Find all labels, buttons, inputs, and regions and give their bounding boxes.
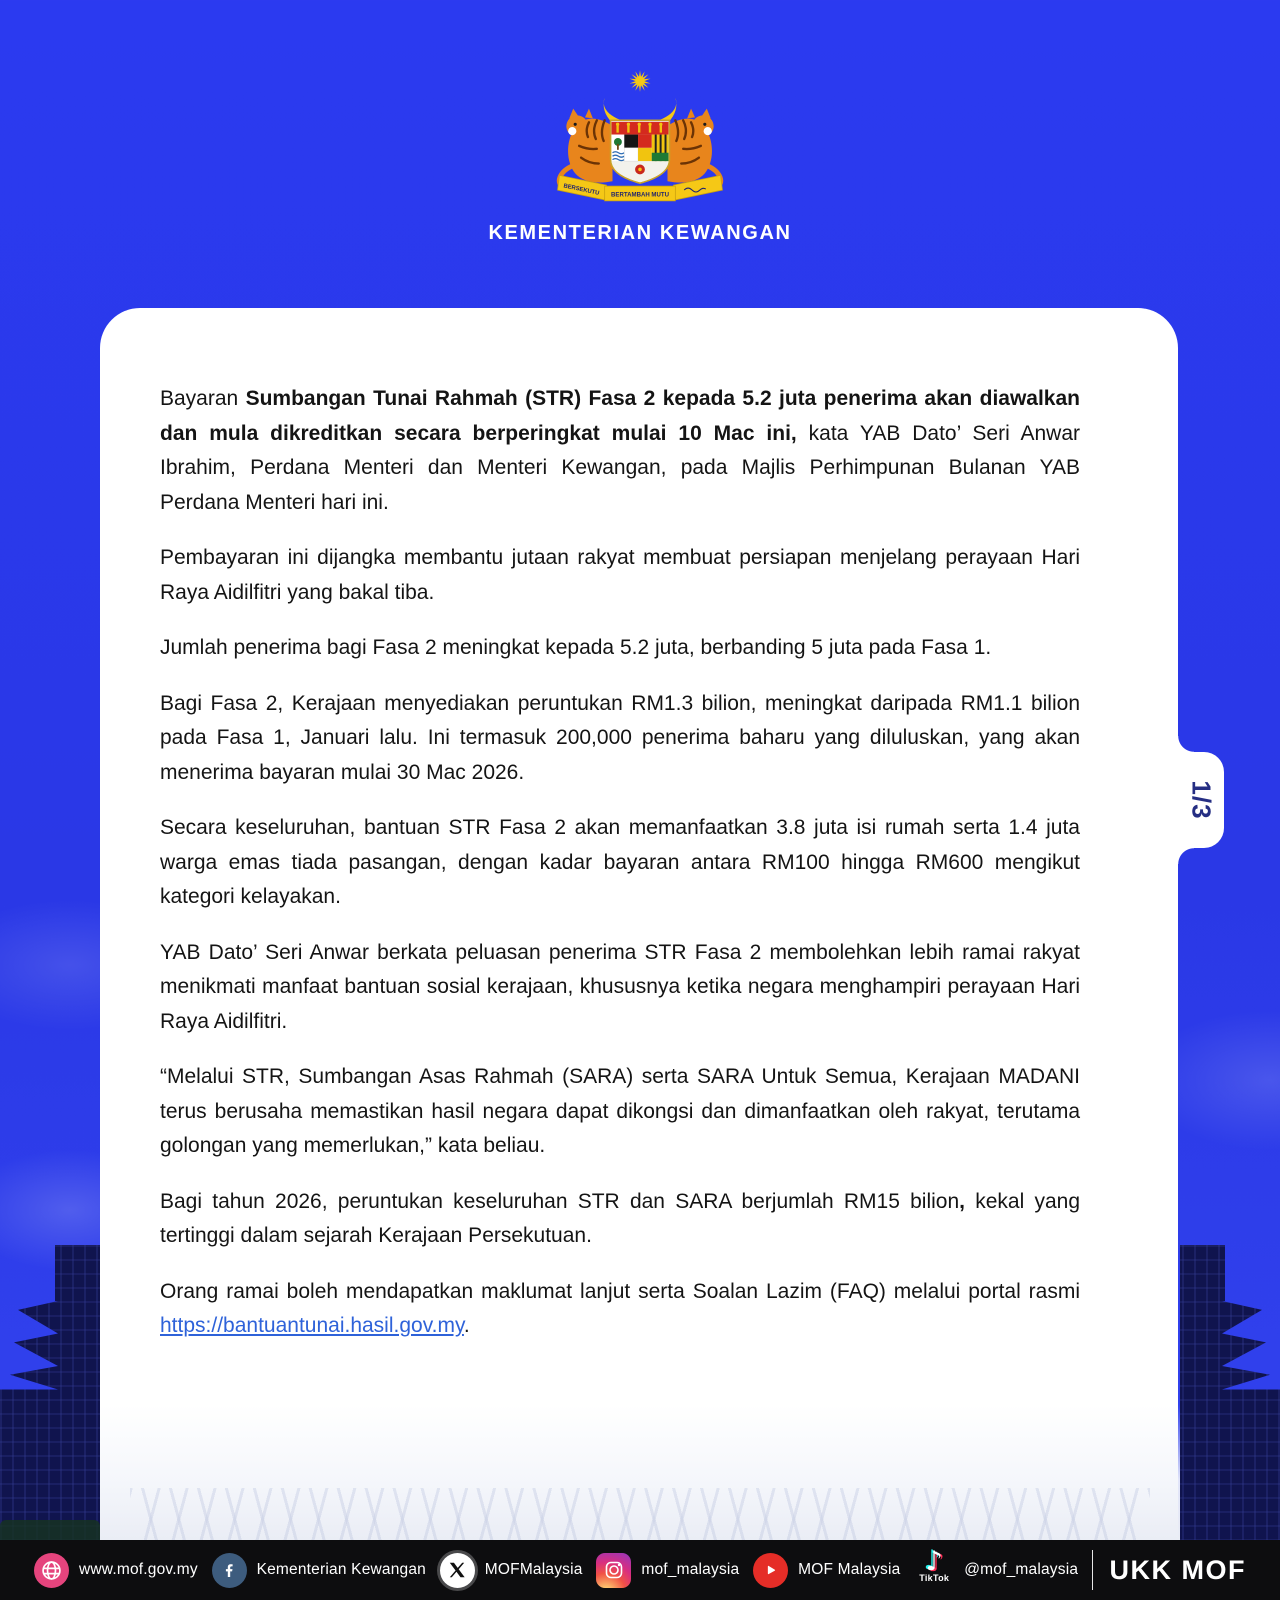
text: Bagi tahun 2026, peruntukan keseluruhan STR dan SARA berjumlah RM15 bilion [160,1189,960,1213]
bold-text: , [959,1189,965,1213]
mof-building-photo-right [1180,1245,1280,1540]
instagram-icon [596,1553,631,1588]
footer-label: MOF Malaysia [798,1561,901,1578]
ministry-title: KEMENTERIAN KEWANGAN [488,222,792,244]
malaysia-coat-of-arms-icon [532,64,748,214]
text: Bayaran [160,387,246,410]
text: YAB Dato’ Seri Anwar berkata peluasan penerima STR Fasa 2 membolehkan lebih ramai rakyat menikmati manfaat bantuan sosial kerajaan, khususnya ketika negara menghampiri perayaan Hari Raya Aidilfitri. [160,940,1080,1033]
footer-divider [1092,1550,1094,1590]
text: Orang ramai boleh mendapatkan maklumat lanjut serta Soalan Lazim (FAQ) melalui portal rasmi [160,1279,1080,1303]
shield [611,120,670,183]
paragraph [160,687,1080,791]
text: “Melalui STR, Sumbangan Asas Rahmah (SARA) serta SARA Untuk Semua, Kerajaan MADANI terus berusaha memastikan hasil negara dapat dikongsi dan dimanfaatkan oleh rakyat, terutama golongan yang memerlukan,” kata beliau. [160,1065,1080,1157]
text: Secara keseluruhan, bantuan STR Fasa 2 akan memanfaatkan 3.8 juta isi rumah serta 1.4 juta warga emas tiada pasangan, dengan kadar bayaran antara RM100 hingga RM600 mengikut kategori kelayakan. [160,816,1080,908]
footer-brand [1092,1550,1246,1590]
footer-link-x[interactable] [440,1553,583,1588]
svg-text:BERTAMBAH MUTU: BERTAMBAH MUTU [611,191,669,199]
tiktok-icon [914,1548,954,1592]
paragraph [160,631,1080,666]
paragraph [160,541,1080,610]
youtube-icon [753,1553,788,1588]
footer-link-youtube[interactable] [753,1553,900,1588]
header [0,0,1280,245]
text: kata YAB Dato’ Seri Anwar Ibrahim, Perdana Menteri dan Menteri Kewangan, pada Majlis Perhimpunan Bulanan YAB Perdana Menteri hari ini. [160,421,1081,514]
footer-label: Kementerian Kewangan [256,1561,427,1578]
footer-label: MOFMalaysia [484,1561,583,1578]
footer-label: www.mof.gov.my [79,1561,198,1578]
press-release-card [100,308,1217,1540]
text: . [463,1314,470,1337]
paragraph [160,1275,1080,1344]
building-arches-photo [130,1488,1150,1540]
footer-label: mof_malaysia [641,1561,740,1578]
footer-bar [0,1540,1280,1600]
tiktok-note-glyph: ♪ [925,1546,943,1577]
text: Pembayaran ini dijangka membantu jutaan rakyat membuat persiapan menjelang perayaan Hari Raya Aidilfitri yang bakal tiba. [160,546,1080,604]
trees-photo [0,1520,100,1540]
ukk-mof-logo: UKK MOF [1109,1554,1246,1585]
tiktok-wordmark: TikTok [919,1573,950,1583]
article-body [160,382,1080,1365]
mof-building-photo-left [0,1245,100,1540]
footer-link-website[interactable] [34,1553,198,1588]
footer-link-instagram[interactable] [596,1553,739,1588]
footer-link-facebook[interactable] [212,1553,426,1588]
paragraph [160,1185,1080,1254]
paragraph [160,811,1080,915]
paragraph [160,936,1080,1040]
portal-link[interactable]: https://bantuantunai.hasil.gov.my [160,1314,464,1337]
page-indicator-tab [1178,752,1224,848]
text: Jumlah penerima bagi Fasa 2 meningkat kepada 5.2 juta, berbanding 5 juta pada Fasa 1. [160,636,992,659]
page-number: 1/3 [1186,780,1217,820]
text: Bagi Fasa 2, Kerajaan menyediakan peruntukan RM1.3 bilion, meningkat daripada RM1.1 bilion pada Fasa 1, Januari lalu. Ini termasuk 200,000 penerima baharu yang diluluskan, yang akan menerima bayaran mulai 30 Mac 2026. [160,691,1080,784]
facebook-icon [212,1553,247,1588]
text: kekal yang tertinggi dalam sejarah Kerajaan Persekutuan. [160,1189,1080,1247]
footer-label: @mof_malaysia [964,1561,1079,1578]
footer-link-tiktok[interactable] [914,1548,1078,1592]
web-icon [34,1553,69,1588]
svg-text:BERSEKUTU: BERSEKUTU [562,183,600,197]
paragraph [160,1060,1080,1164]
paragraph [160,382,1080,520]
x-icon [440,1553,475,1588]
bold-text: Sumbangan Tunai Rahmah (STR) Fasa 2 kepada 5.2 juta penerima akan diawalkan dan mula dikreditkan secara berperingkat mulai 10 Mac ini, [160,387,1080,445]
